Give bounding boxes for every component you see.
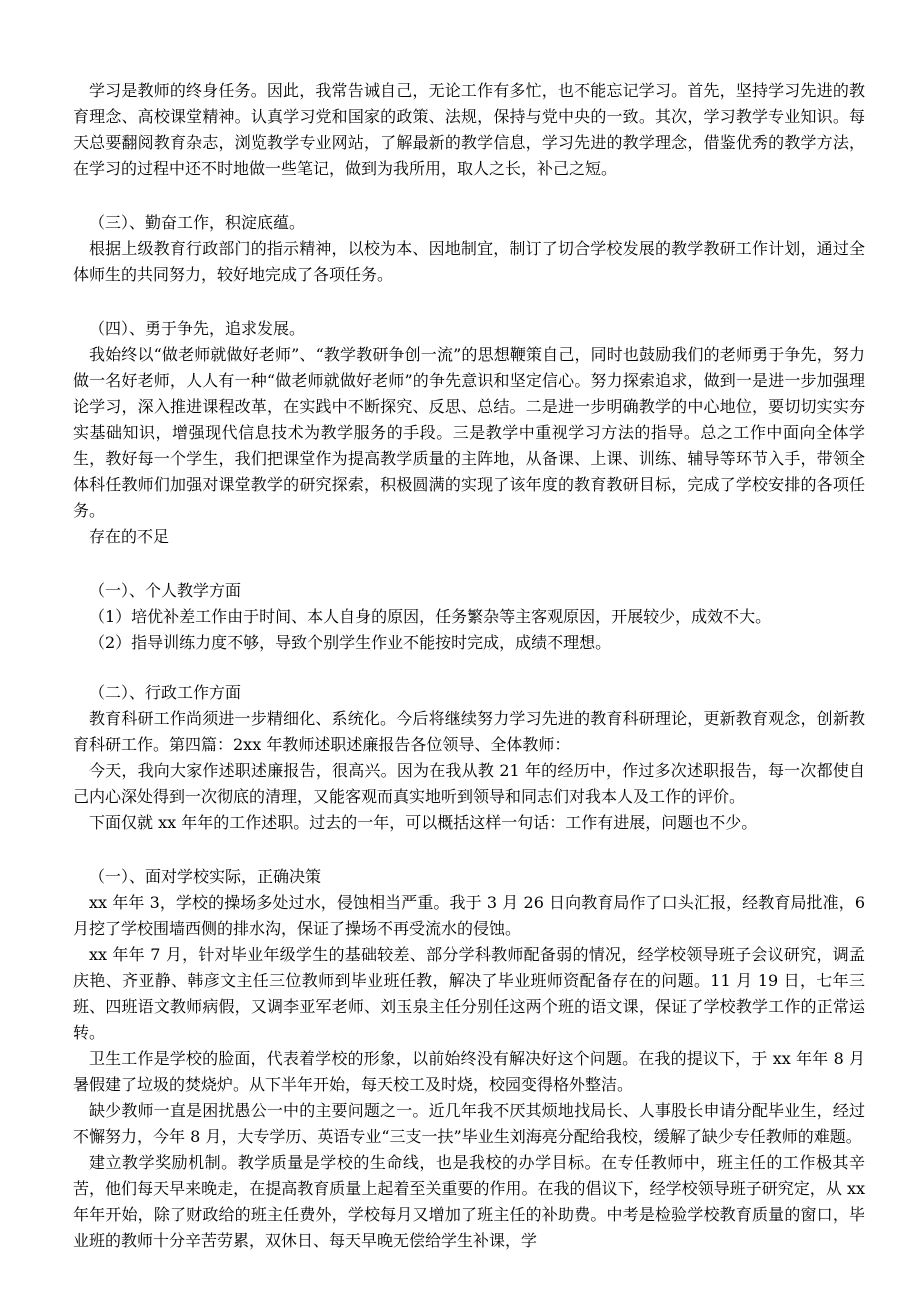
paragraph-playground: xx 年年 3，学校的操场多处过水，侵蚀相当严重。我于 3 月 26 日向教育局作了口头汇报，经教育局批准，6 月挖了学校围墙西侧的排水沟，保证了操场不再受流水的侵蚀。 <box>73 893 865 938</box>
list-item: （1）培优补差工作由于时间、本人自身的原因，任务繁杂等主客观原因，开展较少，成效不大。 <box>89 607 772 626</box>
section-heading-3: （三）、勤奋工作，积淀底蕴。 <box>89 213 306 232</box>
list-item: （2）指导训练力度不够，导致个别学生作业不能按时完成，成绩不理想。 <box>89 633 612 652</box>
paragraph-reward-mechanism: 建立教学奖励机制。教学质量是学校的生命线，也是我校的办学目标。在专任教师中，班主任的工作极其辛苦，他们每天早来晚走，在提高教育质量上起着至关重要的作用。在我的倡议下，经学校领导班子研究定，从 xx 年年开始，除了财政给的班主任费外，学校每月又增加了班主任的补助费。中考是检验学校教育质量的窗口，毕业班的教师十分辛苦劳累，双休日、每天早晚无偿给学生补课，学 <box>73 1153 865 1250</box>
subsection-heading-admin: （二）、行政工作方面 <box>89 683 242 702</box>
subsection-heading-decision: （一）、面对学校实际，正确决策 <box>89 867 322 886</box>
paragraph-plan: 根据上级教育行政部门的指示精神，以校为本、因地制宜，制订了切合学校发展的教学教研工作计划，通过全体师生的共同努力，较好地完成了各项任务。 <box>73 239 865 284</box>
shortcomings-heading: 存在的不足 <box>89 527 170 546</box>
paragraph-research: 教育科研工作尚须进一步精细化、系统化。今后将继续努力学习先进的教育科研理论，更新教育观念，创新教育科研工作。第四篇：2xx 年教师述职述廉报告各位领导、全体教师： <box>73 709 865 754</box>
section-heading-4: （四）、勇于争先，追求发展。 <box>89 319 306 338</box>
paragraph-summary: 下面仅就 xx 年年的工作述职。过去的一年，可以概括这样一句话：工作有进展，问题也不少。 <box>89 813 758 832</box>
paragraph-report-intro: 今天，我向大家作述职述廉报告，很高兴。因为在我从教 21 年的经历中，作过多次述职报告，每一次都使自己内心深处得到一次彻底的清理，又能客观而真实地听到领导和同志们对我本人及工作的评价。 <box>73 761 865 806</box>
paragraph-staffing: xx 年年 7 月，针对毕业年级学生的基础较差、部分学科教师配备弱的情况，经学校领导班子会议研究，调孟庆艳、齐亚静、韩彦文主任三位教师到毕业班任教，解决了毕业班师资配备存在的问题。11 月 19 日，七年三班、四班语文教师病假，又调李亚军老师、刘玉泉主任分别任这两个班的语文课，保证了学校教学工作的正常运转。 <box>73 945 865 1042</box>
document-page <box>73 78 865 1254</box>
paragraph-study: 学习是教师的终身任务。因此，我常告诫自己，无论工作有多忙，也不能忘记学习。首先，坚持学习先进的教育理念、高校课堂精神。认真学习党和国家的政策、法规，保持与党中央的一致。其次，学习教学专业知识。每天总要翻阅教育杂志，浏览教学专业网站，了解最新的教学信息，学习先进的教学理念，借鉴优秀的教学方法，在学习的过程中还不时地做一些笔记，做到为我所用，取人之长，补己之短。 <box>73 81 865 178</box>
paragraph-hygiene: 卫生工作是学校的脸面，代表着学校的形象，以前始终没有解决好这个问题。在我的提议下，于 xx 年年 8 月暑假建了垃圾的焚烧炉。从下半年开始，每天校工及时烧，校园变得格外整洁。 <box>73 1049 865 1094</box>
paragraph-strive: 我始终以“做老师就做好老师”、“教学教研争创一流”的思想鞭策自己，同时也鼓励我们的老师勇于争先，努力做一名好老师，人人有一种“做老师就做好老师”的争先意识和坚定信心。努力探索追求，做到一是进一步加强理论学习，深入推进课程改革，在实践中不断探究、反思、总结。二是进一步明确教学的中心地位，要切切实实夯实基础知识，增强现代信息技术为教学服务的手段。三是教学中重视学习方法的指导。总之工作中面向全体学生，教好每一个学生，我们把课堂作为提高教学质量的主阵地，从备课、上课、训练、辅导等环节入手，带领全体科任教师们加强对课堂教学的研究探索，积极圆满的实现了该年度的教育教研目标，完成了学校安排的各项任务。 <box>73 345 865 520</box>
subsection-heading-personal: （一）、个人教学方面 <box>89 581 242 600</box>
paragraph-teacher-shortage: 缺少教师一直是困扰愚公一中的主要问题之一。近几年我不厌其烦地找局长、人事股长申请分配毕业生，经过不懈努力，今年 8 月，大专学历、英语专业“三支一扶”毕业生刘海亮分配给我校，缓解了缺少专任教师的难题。 <box>73 1101 865 1146</box>
